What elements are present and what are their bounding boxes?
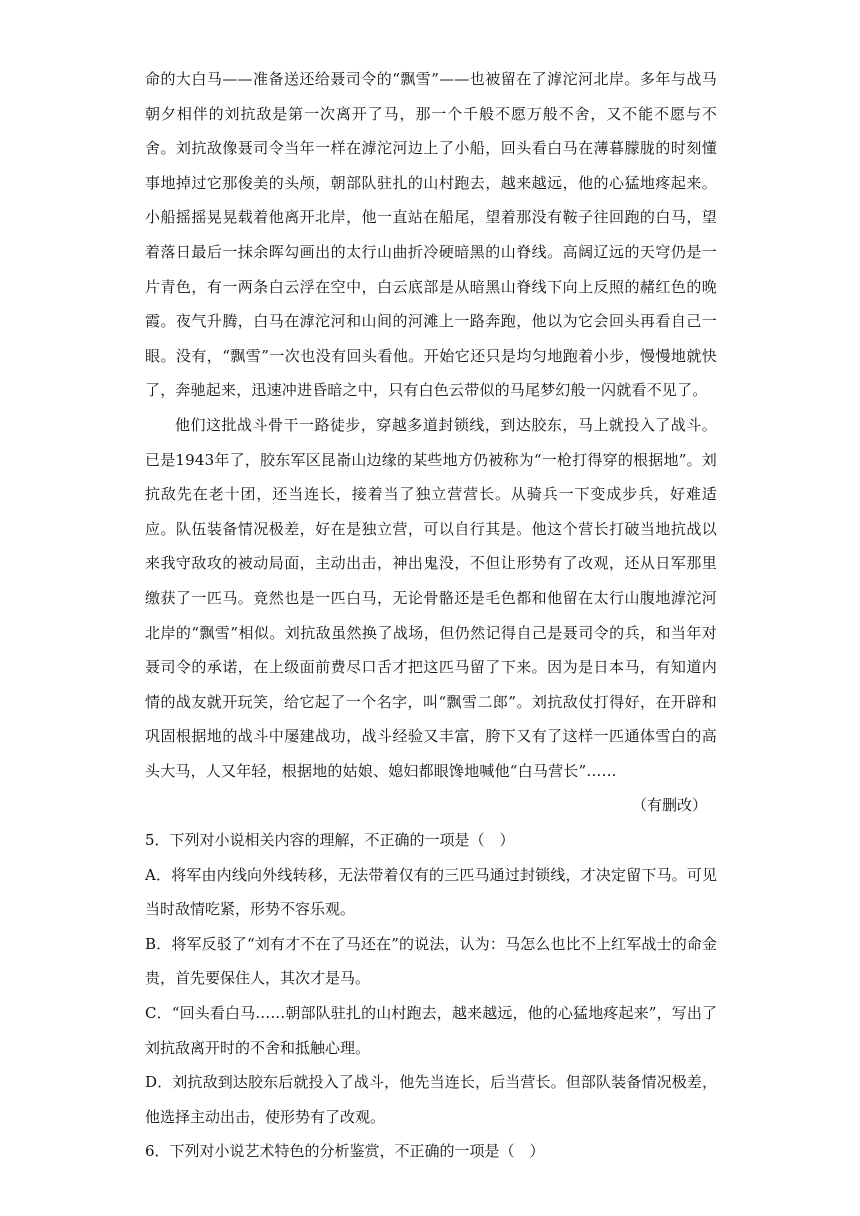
passage-paragraph-1: 命的大白马——准备送还给聂司令的“飘雪”——也被留在了滹沱河北岸。多年与战马朝夕相伴的刘抗敌是第一次离开了马，那一个千般不愿万般不舍，又不能不愿与不舍。刘抗敌像聂司令当年一样在滹沱河边上了小船，回头看白马在薄暮朦胧的时刻懂事地掉过它那俊美的头颅，朝部队驻扎的山村跑去，越来越远，他的心猛地疼起来。小船摇摇晃晃载着他离开北岸，他一直站在船尾，望着那没有鞍子往回跑的白马，望着落日最后一抹余晖勾画出的太行山曲折冷硬暗黑的山脊线。高阔辽远的天穹仍是一片青色，有一两条白云浮在空中，白云底部是从暗黑山脊线下向上反照的赭红色的晚霞。夜气升腾，白马在滹沱河和山间的河滩上一路奔跑，他以为它会回头再看自己一眼。没有，“飘雪”一次也没有回头看他。开始它还只是均匀地跑着小步，慢慢地就快了，奔驰起来，迅速冲进昏暗之中，只有白色云带似的马尾梦幻般一闪就看不见了。 [145,70,717,400]
source-note: （有删改） [631,796,707,815]
question-5-option-c: C．“回头看白马……朝部队驻扎的山村跑去，越来越远，他的心猛地疼起来”，写出了刘抗敌离开时的不舍和抵触心理。 [145,1004,717,1057]
question-5-option-d: D．刘抗敌到达胶东后就投入了战斗，他先当连长，后当营长。但部队装备情况极差，他选择主动出击，使形势有了改观。 [145,1073,717,1126]
question-6-stem: 6．下列对小说艺术特色的分析鉴赏，不正确的一项是（ ） [145,1142,545,1161]
passage-paragraph-2: 他们这批战斗骨干一路徒步，穿越多道封锁线，到达胶东，马上就投入了战斗。已是1943年了，胶东军区昆嵛山边缘的某些地方仍被称为“一枪打得穿的根据地”。刘抗敌先在老十团，还当连长，接着当了独立营营长。从骑兵一下变成步兵，好难适应。队伍装备情况极差，好在是独立营，可以自行其是。他这个营长打破当地抗战以来我守敌攻的被动局面，主动出击，神出鬼没，不但让形势有了改观，还从日军那里缴获了一匹马。竟然也是一匹白马，无论骨骼还是毛色都和他留在太行山腹地滹沱河北岸的“飘雪”相似。刘抗敌虽然换了战场，但仍然记得自己是聂司令的兵，和当年对聂司令的承诺，在上级面前费尽口舌才把这匹马留了下来。因为是日本马，有知道内情的战友就开玩笑，给它起了一个名字，叫“飘雪二郎”。刘抗敌仗打得好，在开辟和巩固根据地的战斗中屡建战功，战斗经验又丰富，胯下又有了这样一匹通体雪白的高头大马，人又年轻，根据地的姑娘、媳妇都眼馋地喊他“白马营长”…… [145,415,717,780]
page-content [145,62,717,1169]
question-5-stem: 5．下列对小说相关内容的理解，不正确的一项是（ ） [145,831,515,850]
question-5-option-a: A．将军由内线向外线转移，无法带着仅有的三匹马通过封锁线，才决定留下马。可见当时敌情吃紧，形势不容乐观。 [145,865,717,919]
question-5-option-b: B．将军反驳了“刘有才不在了马还在”的说法，认为：马怎么也比不上红军战士的命金贵，首先要保住人，其次才是马。 [145,934,717,988]
